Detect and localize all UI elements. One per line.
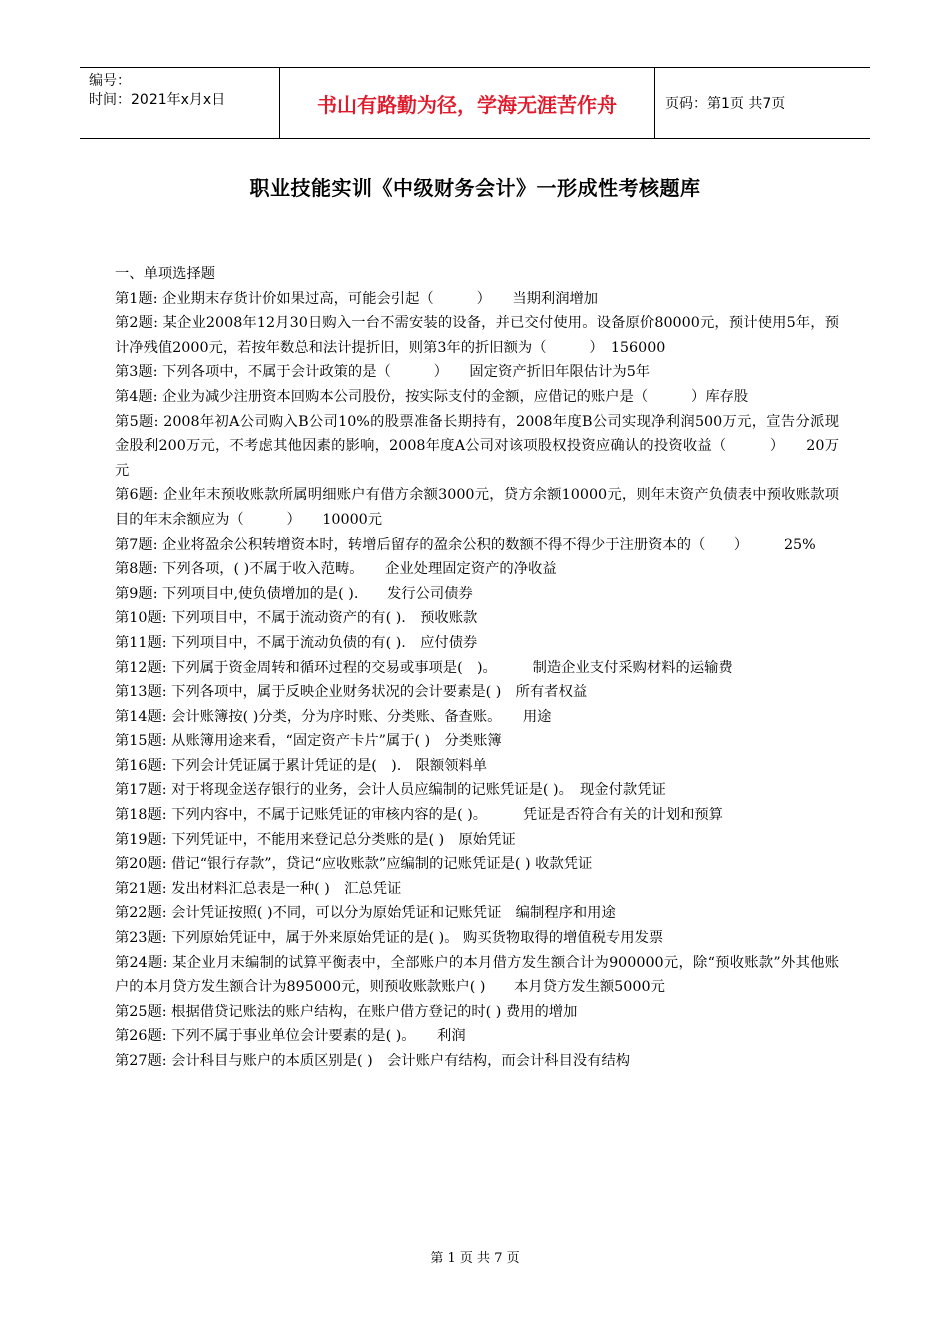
question-item: 第11题: 下列项目中，不属于流动负债的有( ). 应付债券 [115, 634, 478, 651]
question-item: 第12题: 下列属于资金周转和循环过程的交易或事项是( )。 制造企业支付采购材料的运输费 [115, 659, 733, 676]
doc-time-label: 时间：2021年x月x日 [89, 92, 226, 108]
question-item: 第27题: 会计科目与账户的本质区别是( ) 会计账户有结构，而会计科目没有结构 [115, 1053, 631, 1069]
question-item: 第3题: 下列各项中，不属于会计政策的是（ ） 固定资产折旧年限估计为5年 [115, 364, 651, 381]
header-motto: 书山有路勤为径，学海无涯苦作舟 [280, 68, 655, 138]
question-item: 第24题: 某企业月末编制的试算平衡表中，全部账户的本月借方发生额合计为900000元，除“预收账款”外其他账户的本月贷方发生额合计为895000元，则预收账款账户( ) 本月贷方发生额5000元 [115, 954, 839, 996]
question-item: 第5题: 2008年初A公司购入B公司10%的股票准备长期持有，2008年度B公司实现净利润500万元，宣告分派现金股利200万元，不考虑其他因素的影响，2008年度A公司对该项股权投资应确认的投资收益（ ） 20万元 [115, 413, 839, 479]
question-item: 第16题: 下列会计凭证属于累计凭证的是( ). 限额领料单 [115, 757, 488, 774]
question-list [115, 262, 839, 1074]
question-item: 第6题: 企业年末预收账款所属明细账户有借方余额3000元，贷方余额10000元，则年末资产负债表中预收账款项目的年末余额应为（ ） 10000元 [115, 487, 839, 528]
page-header [80, 67, 870, 139]
document-title: 职业技能实训《中级财务会计》一形成性考核题库 [249, 176, 701, 200]
question-item: 第26题: 下列不属于事业单位会计要素的是( )。 利润 [115, 1028, 466, 1045]
question-item: 第7题: 企业将盈余公积转增资本时，转增后留存的盈余公积的数额不得不得少于注册资本的（ ） 25% [115, 536, 816, 553]
question-item: 第2题: 某企业2008年12月30日购入一台不需安装的设备，并已交付使用。设备原价80000元，预计使用5年，预计净残值2000元，若按年数总和法计提折旧，则第3年的折旧额为（ ） 156000 [115, 315, 839, 356]
question-item: 第19题: 下列凭证中，不能用来登记总分类账的是( ) 原始凭证 [115, 831, 516, 848]
question-item: 第9题: 下列项目中,使负债增加的是( ). 发行公司债券 [115, 585, 473, 602]
question-item: 第14题: 会计账簿按( )分类，分为序时账、分类账、备查账。 用途 [115, 708, 552, 725]
question-item: 第21题: 发出材料汇总表是一种( ) 汇总凭证 [115, 880, 402, 897]
question-item: 第25题: 根据借贷记账法的账户结构，在账户借方登记的时( ) 费用的增加 [115, 1003, 578, 1020]
question-item: 第23题: 下列原始凭证中，属于外来原始凭证的是( )。 购买货物取得的增值税专用发票 [115, 930, 664, 947]
header-page-label: 页码：第1页 共7页 [665, 96, 786, 112]
section-heading: 一、单项选择题 [115, 266, 216, 282]
question-item: 第1题: 企业期末存货计价如果过高，可能会引起（ ） 当期利润增加 [115, 290, 599, 307]
question-item: 第15题: 从账簿用途来看，“固定资产卡片”属于( ) 分类账簿 [115, 733, 502, 750]
question-item: 第22题: 会计凭证按照( )不同，可以分为原始凭证和记账凭证 编制程序和用途 [115, 905, 616, 922]
page-footer: 第 1 页 共 7 页 [430, 1251, 520, 1266]
question-item: 第17题: 对于将现金送存银行的业务，会计人员应编制的记账凭证是( )。 现金付款凭证 [115, 782, 666, 799]
question-item: 第18题: 下列内容中，不属于记账凭证的审核内容的是( )。 凭证是否符合有关的计划和预算 [115, 807, 723, 824]
question-item: 第10题: 下列项目中，不属于流动资产的有( ). 预收账款 [115, 610, 478, 627]
question-item: 第13题: 下列各项中，属于反映企业财务状况的会计要素是( ) 所有者权益 [115, 684, 588, 701]
question-item: 第8题: 下列各项，( )不属于收入范畴。 企业处理固定资产的净收益 [115, 561, 557, 578]
header-info [80, 68, 280, 138]
doc-code-label: 编号： [89, 73, 131, 89]
question-item: 第20题: 借记“银行存款”，贷记“应收账款”应编制的记账凭证是( ) 收款凭证 [115, 856, 593, 873]
question-item: 第4题: 企业为减少注册资本回购本公司股份，按实际支付的金额，应借记的账户是（ ）库存股 [115, 388, 749, 405]
